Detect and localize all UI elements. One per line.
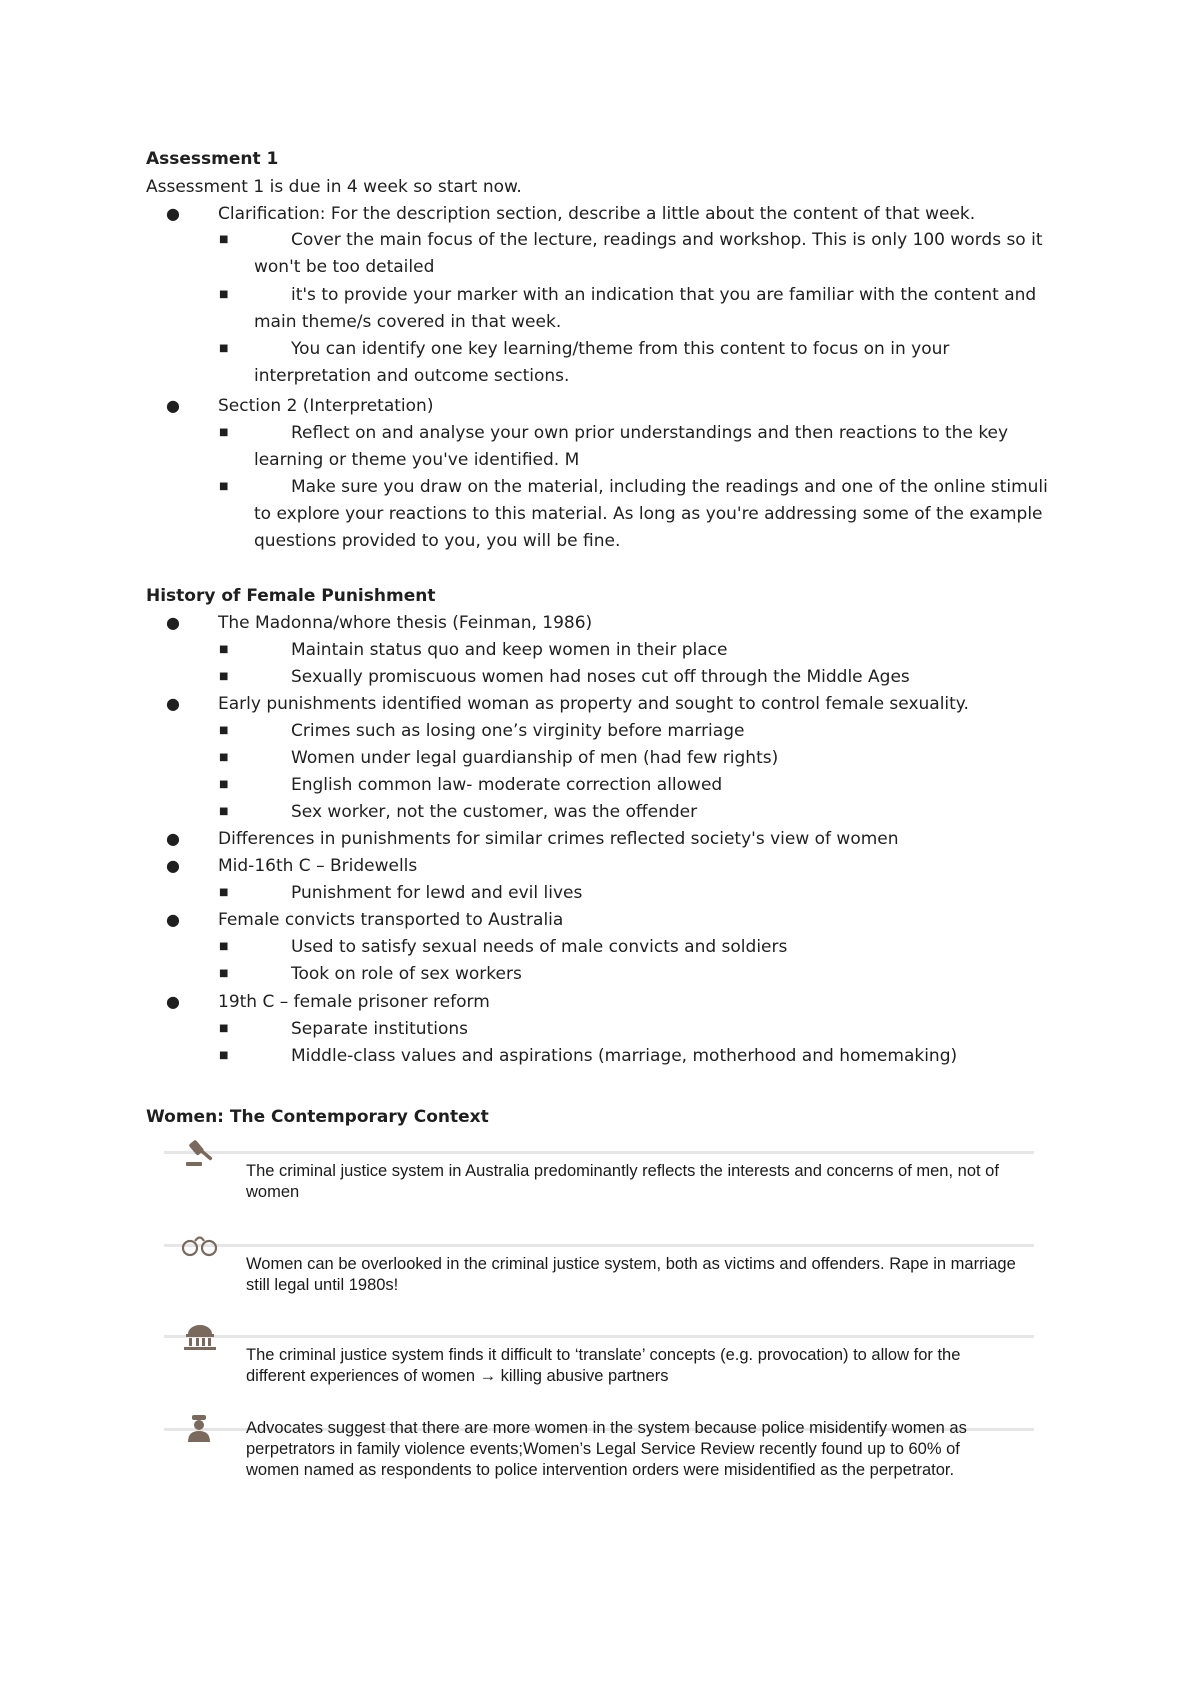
history-subitem-1-1: Maintain status quo and keep women in their place xyxy=(291,640,728,660)
square-bullet-icon: ■ xyxy=(219,1050,229,1061)
square-bullet-icon: ■ xyxy=(219,779,229,790)
square-bullet-icon: ■ xyxy=(219,234,229,245)
assessment-subitem-1-2: it's to provide your marker with an indication that you are familiar with the content and main theme/s covered in that week. xyxy=(254,285,1037,332)
bullet-icon: ● xyxy=(166,992,180,1011)
history-heading: History of Female Punishment xyxy=(146,586,436,606)
bullet-icon: ● xyxy=(166,910,180,929)
square-bullet-icon: ■ xyxy=(219,968,229,979)
assessment-heading: Assessment 1 xyxy=(146,149,279,169)
divider xyxy=(164,1335,1034,1338)
history-item-2: Early punishments identified woman as property and sought to control female sexuality. xyxy=(218,694,969,714)
square-bullet-icon: ■ xyxy=(219,644,229,655)
history-item-6: 19th C – female prisoner reform xyxy=(218,992,490,1012)
square-bullet-icon: ■ xyxy=(219,343,229,354)
square-bullet-icon: ■ xyxy=(219,752,229,763)
history-subitem-5-1: Used to satisfy sexual needs of male convicts and soldiers xyxy=(291,937,788,957)
square-bullet-icon: ■ xyxy=(219,806,229,817)
context-item-3: The criminal justice system finds it difficult to ‘translate’ concepts (e.g. provocation) to allow for the different experiences of women → killing abusive partners xyxy=(246,1346,961,1385)
context-heading: Women: The Contemporary Context xyxy=(146,1107,489,1127)
square-bullet-icon: ■ xyxy=(219,289,229,300)
square-bullet-icon: ■ xyxy=(219,941,229,952)
history-subitem-2-1: Crimes such as losing one’s virginity before marriage xyxy=(291,721,745,741)
history-item-3: Differences in punishments for similar crimes reflected society's view of women xyxy=(218,829,899,849)
history-item-4: Mid-16th C – Bridewells xyxy=(218,856,418,876)
history-subitem-2-3: English common law- moderate correction allowed xyxy=(291,775,723,795)
courthouse-icon xyxy=(180,1322,220,1352)
assessment-intro: Assessment 1 is due in 4 week so start now. xyxy=(146,177,522,197)
square-bullet-icon: ■ xyxy=(219,481,229,492)
bullet-icon: ● xyxy=(166,613,180,632)
history-subitem-4-1: Punishment for lewd and evil lives xyxy=(291,883,583,903)
divider xyxy=(164,1151,1034,1154)
context-item-1: The criminal justice system in Australia predominantly reflects the interests and concerns of men, not of women xyxy=(246,1162,999,1201)
history-subitem-6-1: Separate institutions xyxy=(291,1019,468,1039)
bullet-icon: ● xyxy=(166,856,180,875)
bullet-icon: ● xyxy=(166,694,180,713)
history-subitem-6-2: Middle-class values and aspirations (marriage, motherhood and homemaking) xyxy=(291,1046,958,1066)
history-item-1: The Madonna/whore thesis (Feinman, 1986) xyxy=(218,613,593,633)
bullet-icon: ● xyxy=(166,829,180,848)
history-subitem-2-2: Women under legal guardianship of men (had few rights) xyxy=(291,748,779,768)
context-item-2: Women can be overlooked in the criminal justice system, both as victims and offenders. Rape in marriage still legal until 1980s! xyxy=(246,1255,1016,1294)
assessment-subitem-2-2: Make sure you draw on the material, including the readings and one of the online stimuli to explore your reactions to this material. As long as you're addressing some of the example questions provided to you, you will be fine. xyxy=(254,477,1048,551)
square-bullet-icon: ■ xyxy=(219,725,229,736)
history-subitem-5-2: Took on role of sex workers xyxy=(291,964,522,984)
assessment-item-2: Section 2 (Interpretation) xyxy=(218,396,434,416)
context-item-4: Advocates suggest that there are more women in the system because police misidentify women as perpetrators in family violence events;Women’s Legal Service Review recently found up to 60% of women named as respondents to police intervention orders were misidentified as the perpetrator. xyxy=(246,1419,967,1479)
history-subitem-1-2: Sexually promiscuous women had noses cut off through the Middle Ages xyxy=(291,667,910,687)
divider xyxy=(164,1244,1034,1247)
square-bullet-icon: ■ xyxy=(219,887,229,898)
assessment-item-1: Clarification: For the description section, describe a little about the content of that week. xyxy=(218,204,976,224)
history-subitem-2-4: Sex worker, not the customer, was the offender xyxy=(291,802,698,822)
bullet-icon: ● xyxy=(166,396,180,415)
bullet-icon: ● xyxy=(166,204,180,223)
assessment-subitem-2-1: Reflect on and analyse your own prior understandings and then reactions to the key learning or theme you've identified. M xyxy=(254,423,1009,470)
square-bullet-icon: ■ xyxy=(219,1023,229,1034)
gavel-icon xyxy=(180,1138,220,1168)
assessment-subitem-1-3: You can identify one key learning/theme from this content to focus on in your interpretation and outcome sections. xyxy=(254,339,950,386)
square-bullet-icon: ■ xyxy=(219,671,229,682)
square-bullet-icon: ■ xyxy=(219,427,229,438)
assessment-subitem-1-1: Cover the main focus of the lecture, readings and workshop. This is only 100 words so it won't be too detailed xyxy=(254,230,1043,277)
handcuffs-icon xyxy=(180,1230,220,1260)
police-officer-icon xyxy=(180,1414,220,1444)
history-item-5: Female convicts transported to Australia xyxy=(218,910,564,930)
